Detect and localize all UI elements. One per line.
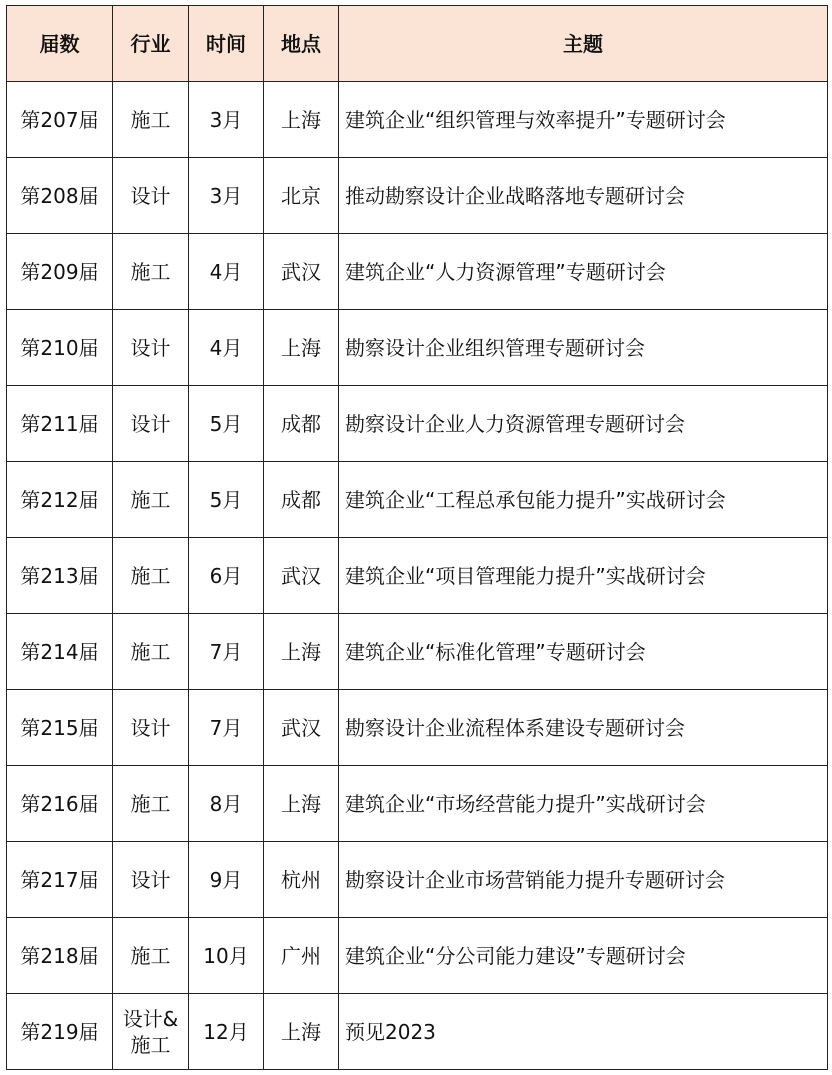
cell-session: 第213届 [7, 538, 113, 614]
schedule-sheet [6, 5, 827, 1068]
cell-city: 武汉 [264, 690, 339, 766]
cell-month: 10月 [189, 918, 264, 994]
cell-topic: 建筑企业“标准化管理”专题研讨会 [339, 614, 828, 690]
cell-industry: 施工 [113, 462, 189, 538]
cell-city: 上海 [264, 82, 339, 158]
cell-session: 第211届 [7, 386, 113, 462]
cell-industry: 施工 [113, 234, 189, 310]
cell-industry-line-1: 设计& [122, 1006, 179, 1031]
header-city: 地点 [264, 6, 339, 82]
cell-city: 上海 [264, 766, 339, 842]
cell-industry-line-2: 施工 [130, 1032, 171, 1057]
cell-industry: 设计 [113, 158, 189, 234]
cell-topic: 建筑企业“组织管理与效率提升”专题研讨会 [339, 82, 828, 158]
cell-city: 杭州 [264, 842, 339, 918]
cell-session: 第209届 [7, 234, 113, 310]
cell-industry: 设计 [113, 690, 189, 766]
cell-city: 上海 [264, 614, 339, 690]
cell-industry: 施工 [113, 766, 189, 842]
table-row [7, 310, 828, 386]
table-row [7, 994, 828, 1070]
cell-session: 第216届 [7, 766, 113, 842]
header-topic: 主题 [339, 6, 828, 82]
cell-month: 5月 [189, 462, 264, 538]
cell-city: 北京 [264, 158, 339, 234]
cell-session: 第214届 [7, 614, 113, 690]
cell-city: 成都 [264, 386, 339, 462]
cell-session: 第219届 [7, 994, 113, 1070]
cell-topic: 勘察设计企业人力资源管理专题研讨会 [339, 386, 828, 462]
cell-city: 上海 [264, 994, 339, 1070]
cell-month: 12月 [189, 994, 264, 1070]
cell-session: 第207届 [7, 82, 113, 158]
cell-month: 3月 [189, 82, 264, 158]
cell-industry: 施工 [113, 918, 189, 994]
table-row [7, 842, 828, 918]
cell-month: 3月 [189, 158, 264, 234]
cell-month: 4月 [189, 310, 264, 386]
cell-city: 成都 [264, 462, 339, 538]
table-header-row [7, 6, 828, 82]
seminar-schedule-table [6, 5, 828, 1070]
cell-topic: 勘察设计企业市场营销能力提升专题研讨会 [339, 842, 828, 918]
cell-city: 广州 [264, 918, 339, 994]
cell-topic: 建筑企业“工程总承包能力提升”实战研讨会 [339, 462, 828, 538]
header-month: 时间 [189, 6, 264, 82]
cell-month: 8月 [189, 766, 264, 842]
cell-session: 第217届 [7, 842, 113, 918]
table-row [7, 82, 828, 158]
cell-industry: 施工 [113, 82, 189, 158]
cell-month: 4月 [189, 234, 264, 310]
header-industry: 行业 [113, 6, 189, 82]
cell-topic: 勘察设计企业组织管理专题研讨会 [339, 310, 828, 386]
table-row [7, 538, 828, 614]
table-row [7, 766, 828, 842]
cell-industry: 设计 [113, 386, 189, 462]
cell-city: 武汉 [264, 538, 339, 614]
cell-month: 5月 [189, 386, 264, 462]
cell-industry: 设计 [113, 842, 189, 918]
cell-topic: 预见2023 [339, 994, 828, 1070]
cell-industry: 施工 [113, 614, 189, 690]
cell-session: 第215届 [7, 690, 113, 766]
cell-topic: 建筑企业“项目管理能力提升”实战研讨会 [339, 538, 828, 614]
cell-topic: 建筑企业“市场经营能力提升”实战研讨会 [339, 766, 828, 842]
table-row [7, 690, 828, 766]
cell-city: 武汉 [264, 234, 339, 310]
cell-city: 上海 [264, 310, 339, 386]
table-row [7, 614, 828, 690]
header-session: 届数 [7, 6, 113, 82]
cell-session: 第208届 [7, 158, 113, 234]
cell-month: 7月 [189, 690, 264, 766]
table-row [7, 462, 828, 538]
cell-topic: 建筑企业“分公司能力建设”专题研讨会 [339, 918, 828, 994]
cell-month: 9月 [189, 842, 264, 918]
cell-session: 第210届 [7, 310, 113, 386]
cell-topic: 勘察设计企业流程体系建设专题研讨会 [339, 690, 828, 766]
cell-topic: 推动勘察设计企业战略落地专题研讨会 [339, 158, 828, 234]
table-row [7, 386, 828, 462]
cell-session: 第212届 [7, 462, 113, 538]
table-row [7, 158, 828, 234]
cell-industry: 设计 [113, 310, 189, 386]
cell-month: 7月 [189, 614, 264, 690]
cell-month: 6月 [189, 538, 264, 614]
table-row [7, 918, 828, 994]
cell-session: 第218届 [7, 918, 113, 994]
cell-industry [113, 994, 189, 1070]
table-row [7, 234, 828, 310]
cell-topic: 建筑企业“人力资源管理”专题研讨会 [339, 234, 828, 310]
cell-industry: 施工 [113, 538, 189, 614]
